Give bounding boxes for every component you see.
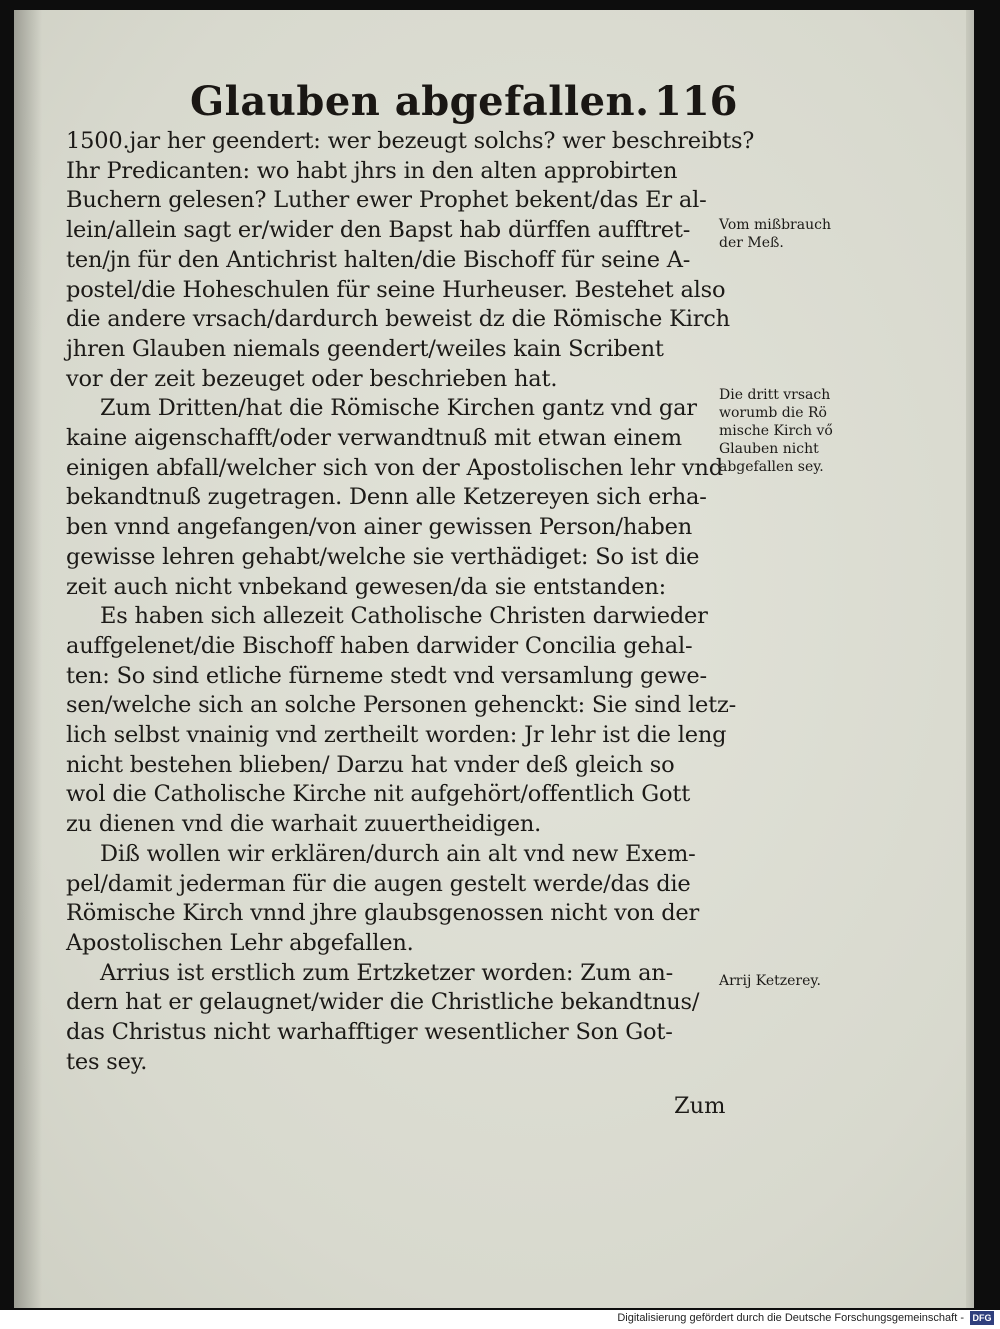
text-line: jhren Glauben niemals geendert/weiles kain Scribent bbox=[66, 335, 664, 362]
text-line: Arrius ist erstlich zum Ertzketzer worden: Zum an- bbox=[100, 959, 673, 986]
book-page bbox=[14, 10, 974, 1308]
margin-note bbox=[719, 972, 821, 990]
text-line: Zum Dritten/hat die Römische Kirchen gantz vnd gar bbox=[100, 395, 697, 422]
margin-note-line: abgefallen sey. bbox=[719, 459, 824, 475]
text-line: 1500.jar her geendert: wer bezeugt solchs? wer beschreibts? bbox=[66, 128, 755, 154]
page-edge bbox=[966, 10, 974, 1308]
margin-note-line: worumb die Rö bbox=[719, 405, 827, 421]
margin-note-line: mische Kirch vő bbox=[719, 423, 833, 439]
text-line: zeit auch nicht vnbekand gewesen/da sie entstanden: bbox=[66, 573, 667, 600]
text-line: bekandtnuß zugetragen. Denn alle Ketzereyen sich erha- bbox=[66, 484, 707, 511]
text-line: die andere vrsach/dardurch beweist dz die Römische Kirch bbox=[66, 306, 730, 333]
text-line: Apostolischen Lehr abgefallen. bbox=[66, 929, 414, 956]
text-line: vor der zeit bezeuget oder beschrieben hat. bbox=[66, 365, 558, 392]
text-line: dern hat er gelaugnet/wider die Christliche bekandtnus/ bbox=[66, 989, 700, 1016]
margin-note bbox=[719, 216, 831, 252]
text-line: auffgelenet/die Bischoff haben darwider Concilia gehal- bbox=[66, 632, 693, 659]
text-line: zu dienen vnd die warhait zuuertheidigen. bbox=[66, 811, 542, 838]
text-line: Buchern gelesen? Luther ewer Prophet bekent/das Er al- bbox=[66, 187, 707, 214]
margin-note bbox=[719, 386, 833, 476]
text-line: ben vnnd angefangen/von ainer gewissen Person/haben bbox=[66, 514, 692, 541]
text-line: ten: So sind etliche fürneme stedt vnd versamlung gewe- bbox=[66, 662, 707, 689]
text-line: lich selbst vnainig vnd zertheilt worden: Jr lehr ist die leng bbox=[66, 722, 727, 748]
text-line: gewisse lehren gehabt/welche sie verthädiget: So ist die bbox=[66, 543, 700, 570]
text-line: das Christus nicht warhafftiger wesentlicher Son Got- bbox=[66, 1019, 673, 1045]
margin-note-line: Vom mißbrauch bbox=[719, 217, 831, 233]
text-line: einigen abfall/welcher sich von der Apostolischen lehr vnd bbox=[66, 454, 723, 481]
text-line: ten/jn für den Antichrist halten/die Bischoff für seine A- bbox=[66, 246, 691, 273]
folio-number: 116 bbox=[654, 78, 738, 125]
text-line: Römische Kirch vnnd jhre glaubsgenossen nicht von der bbox=[66, 900, 700, 927]
running-head: Glauben abgefallen. bbox=[190, 78, 650, 125]
text-line: nicht bestehen blieben/ Darzu hat vnder deß gleich so bbox=[66, 751, 675, 778]
margin-note-line: Glauben nicht bbox=[719, 441, 819, 457]
digitization-credit: Digitalisierung gefördert durch die Deutsche Forschungsgemeinschaft - bbox=[617, 1312, 964, 1324]
gutter-shadow bbox=[14, 10, 42, 1308]
text-line: Es haben sich allezeit Catholische Christen darwieder bbox=[100, 603, 708, 630]
catchword: Zum bbox=[674, 1093, 726, 1119]
margin-note-line: der Meß. bbox=[719, 235, 784, 251]
text-line: pel/damit jederman für die augen gestelt werde/das die bbox=[66, 870, 691, 897]
text-line: lein/allein sagt er/wider den Bapst hab dürffen aufftret- bbox=[66, 217, 691, 244]
text-line: tes sey. bbox=[66, 1048, 148, 1075]
dfg-logo: DFG bbox=[970, 1311, 994, 1325]
text-line: Diß wollen wir erklären/durch ain alt vnd new Exem- bbox=[100, 840, 696, 867]
margin-note-line: Die dritt vrsach bbox=[719, 387, 831, 403]
margin-note-line: Arrij Ketzerey. bbox=[719, 973, 821, 989]
text-line: Ihr Predicanten: wo habt jhrs in den alten approbirten bbox=[66, 157, 678, 184]
text-line: kaine aigenschafft/oder verwandtnuß mit etwan einem bbox=[66, 425, 682, 451]
text-line: sen/welche sich an solche Personen gehenckt: Sie sind letz- bbox=[66, 692, 737, 719]
text-line: wol die Catholische Kirche nit aufgehört/offentlich Gott bbox=[66, 781, 691, 808]
text-line: postel/die Hoheschulen für seine Hurheuser. Bestehet also bbox=[66, 276, 726, 303]
